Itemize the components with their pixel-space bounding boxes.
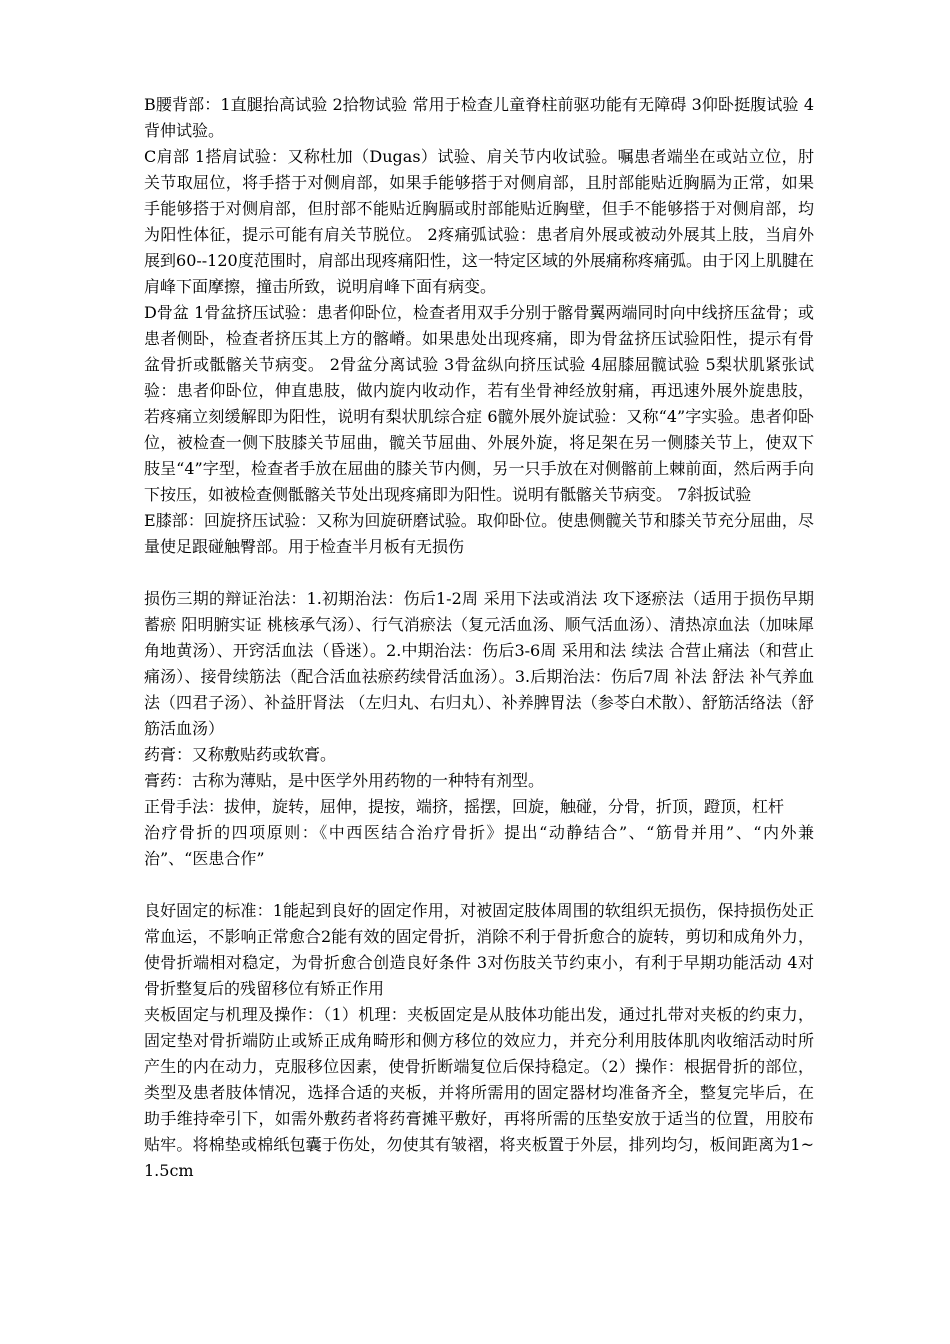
paragraph-fracture-principles: 治疗骨折的四项原则：《中西医结合治疗骨折》提出“动静结合”、“筋骨并用”、“内外兼治”、“医患合作” bbox=[144, 823, 814, 868]
paragraph-knee-tests: E膝部：回旋挤压试验：又称为回旋研磨试验。取仰卧位。使患侧髋关节和膝关节充分屈曲，尽量使足跟碰触臀部。用于检查半月板有无损伤 bbox=[144, 511, 814, 556]
document-body bbox=[144, 92, 814, 1184]
blank-line bbox=[144, 560, 814, 586]
paragraph-shoulder-tests: C肩部 1搭肩试验：又称杜加（Dugas）试验、肩关节内收试验。嘱患者端坐在或站立位，肘关节取屈位，将手搭于对侧肩部，如果手能够搭于对侧肩部，且肘部能贴近胸膈为正常，如果手能够搭于对侧肩部，但肘部不能贴近胸膈或肘部能贴近胸壁，但手不能够搭于对侧肩部，均为阳性体征，提示可能有肩关节脱位。 2疼痛弧试验：患者肩外展或被动外展其上肢，当肩外展到60--120度范围时，肩部出现疼痛阳性，这一特定区域的外展痛称疼痛弧。由于冈上肌腱在肩峰下面摩擦，撞击所致，说明肩峰下面有病变。 bbox=[144, 147, 814, 296]
paragraph-pelvis-tests: D骨盆 1骨盆挤压试验：患者仰卧位，检查者用双手分别于髂骨翼两端同时向中线挤压盆骨；或患者侧卧，检查者挤压其上方的髂嵴。如果患处出现疼痛，即为骨盆挤压试验阳性，提示有骨盆骨折或骶髂关节病变。 2骨盆分离试验 3骨盆纵向挤压试验 4屈膝屈髋试验 5梨状肌紧张试验：患者仰卧位，伸直患肢，做内旋内收动作，若有坐骨神经放射痛，再迅速外展外旋患肢，若疼痛立刻缓解即为阳性，说明有梨状肌综合症 6髋外展外旋试验：又称“4”字实验。患者仰卧位，被检查一侧下肢膝关节屈曲，髋关节屈曲、外展外旋，将足架在另一侧膝关节上，使双下肢呈“4”字型，检查者手放在屈曲的膝关节内侧，另一只手放在对侧髂前上棘前面，然后两手向下按压，如被检查侧骶髂关节处出现疼痛即为阳性。说明有骶髂关节病变。 7斜扳试验 bbox=[144, 303, 814, 504]
paragraph-ointment: 药膏：又称敷贴药或软膏。 bbox=[144, 745, 337, 764]
paragraph-fixation-standards: 良好固定的标准：1能起到良好的固定作用，对被固定肢体周围的软组织无损伤，保持损伤处正常血运，不影响正常愈合2能有效的固定骨折，消除不利于骨折愈合的旋转，剪切和成角外力，使骨折端相对稳定，为骨折愈合创造良好条件 3对伤肢关节约束小，有利于早期功能活动 4对骨折整复后的残留移位有矫正作用 bbox=[144, 901, 814, 998]
paragraph-lumbar-back-tests: B腰背部：1直腿抬高试验 2拾物试验 常用于检查儿童脊柱前驱功能有无障碍 3仰卧挺腹试验 4背伸试验。 bbox=[144, 95, 814, 140]
paragraph-bone-setting-techniques: 正骨手法：拔伸，旋转，屈伸，提按，端挤，摇摆，回旋，触碰，分骨，折顶，蹬顶，杠杆 bbox=[144, 797, 785, 816]
paragraph-splint-fixation: 夹板固定与机理及操作：（1）机理：夹板固定是从肢体功能出发，通过扎带对夹板的约束力，固定垫对骨折端防止或矫正成角畸形和侧方移位的效应力，并充分利用肢体肌肉收缩活动时所产生的内在动力，克服移位因素，使骨折断端复位后保持稳定。（2）操作：根据骨折的部位，类型及患者肢体情况，选择合适的夹板，并将所需用的固定器材均准备齐全，整复完毕后，在助手维持牵引下，如需外敷药者将药膏摊平敷好，再将所需的压垫安放于适当的位置，用胶布贴牢。将棉垫或棉纸包囊于伤处，勿使其有皱褶，将夹板置于外层，排列均匀，板间距离为1~1.5cm bbox=[144, 1005, 814, 1180]
paragraph-three-stage-treatment: 损伤三期的辩证治法：1.初期治法：伤后1-2周 采用下法或消法 攻下逐瘀法（适用于损伤早期蓄瘀 阳明腑实证 桃核承气汤）、行气消瘀法（复元活血汤、顺气活血汤）、清热凉血法（加味犀角地黄汤）、开窍活血法（昏迷）。2.中期治法：伤后3-6周 采用和法 续法 合营止痛法（和营止痛汤）、接骨续筋法（配合活血祛瘀药续骨活血汤）。3.后期治法：伤后7周 补法 舒法 补气养血法（四君子汤）、补益肝肾法 （左归丸、右归丸）、补养脾胃法（参苓白术散）、舒筋活络法（舒筋活血汤） bbox=[144, 589, 814, 738]
blank-line bbox=[144, 872, 814, 898]
paragraph-plaster: 膏药：古称为薄贴，是中医学外用药物的一种特有剂型。 bbox=[144, 771, 545, 790]
